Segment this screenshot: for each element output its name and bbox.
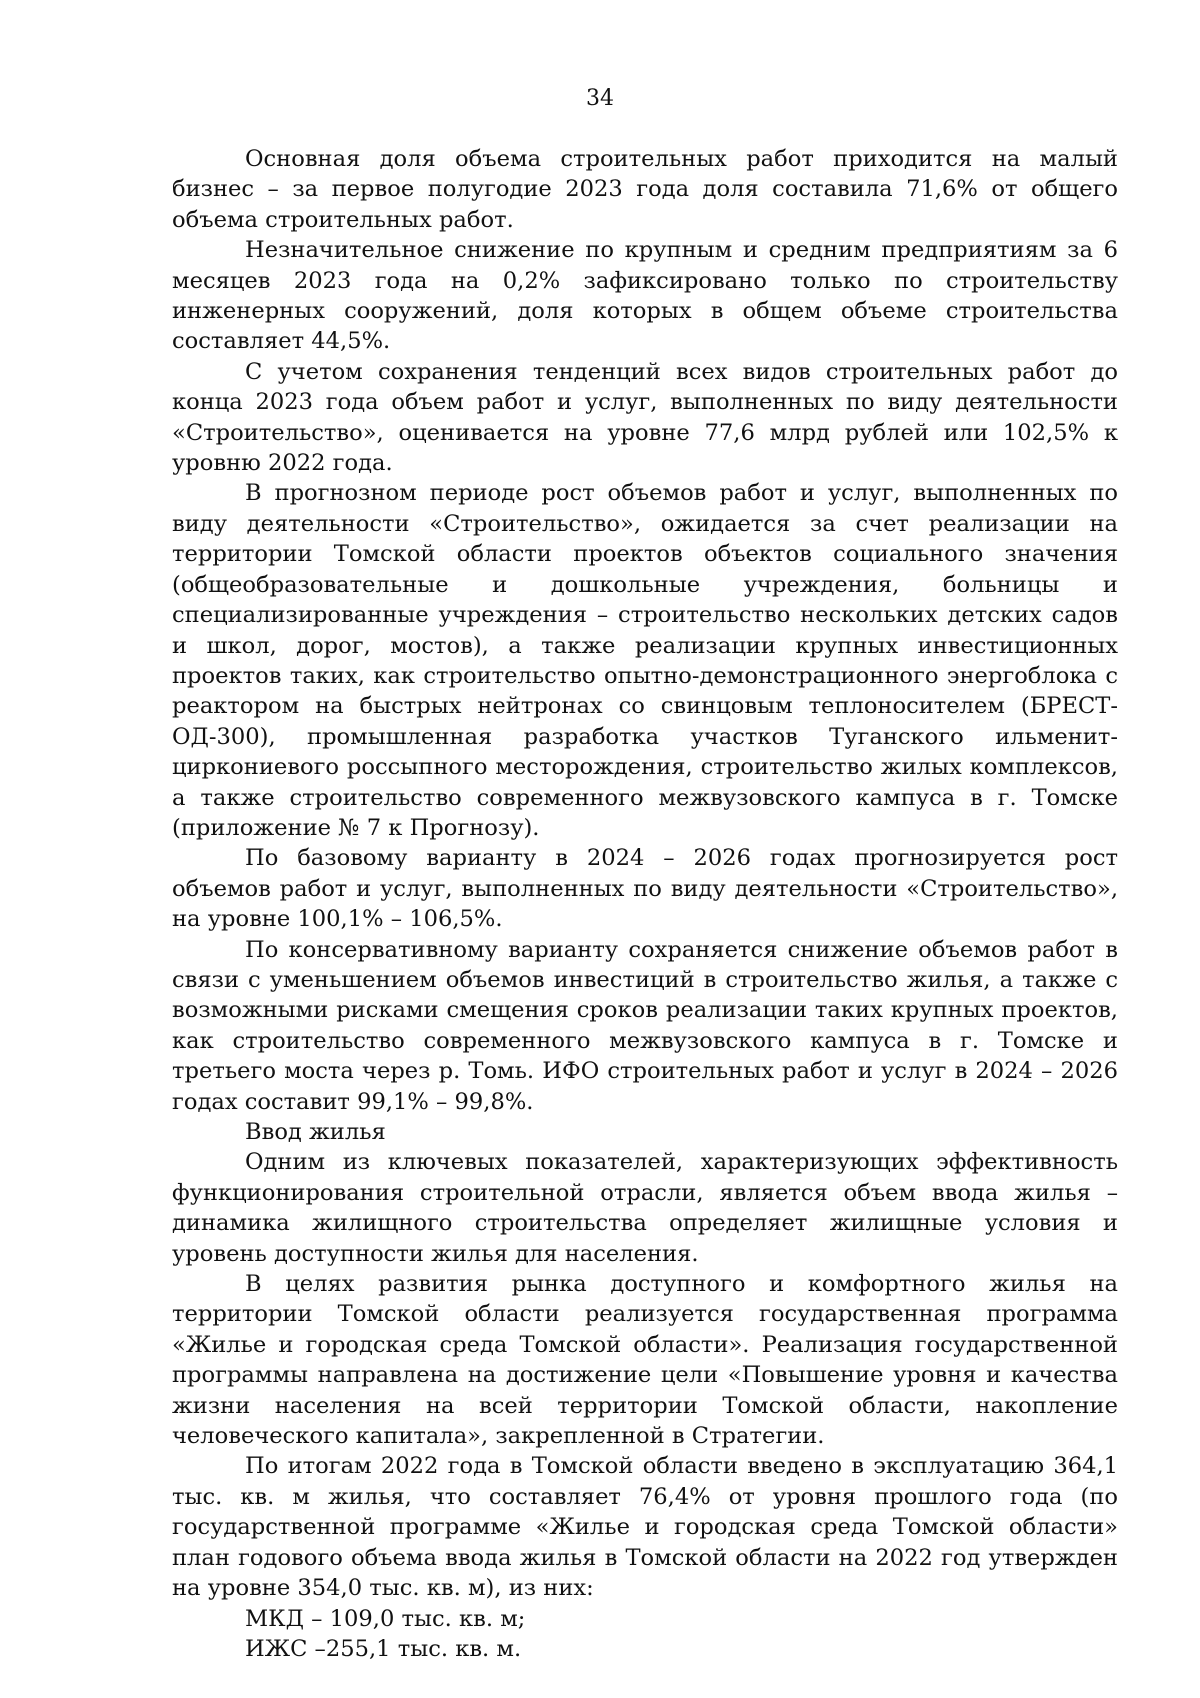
paragraph-state-program: В целях развития рынка доступного и комфортного жилья на территории Томской области реализуется государственная программа «Жилье и городская среда Томской области». Реализация государственной программы направлена на достижение цели «Повышение уровня и качества жизни населения на всей территории Томской области, накопление человеческого капитала», закрепленной в Стратегии. [172,1271,1118,1450]
paragraph-2022-results: По итогам 2022 года в Томской области введено в эксплуатацию 364,1 тыс. кв. м жилья, что составляет 76,4% от уровня прошлого года (по государственной программе «Жилье и городская среда Томской области» план годового объема ввода жилья в Томской области на 2022 год утвержден на уровне 354,0 тыс. кв. м), из них: [172,1453,1118,1602]
paragraph-base-scenario: По базовому варианту в 2024 – 2026 годах прогнозируется рост объемов работ и услуг, выполненных по виду деятельности «Строительство», на уровне 100,1% – 106,5%. [172,845,1118,933]
paragraph-engineering-structures: Незначительное снижение по крупным и средним предприятиям за 6 месяцев 2023 года на 0,2% зафиксировано только по строительству инженерных сооружений, доля которых в общем объеме строительства составляет 44,5%. [172,237,1118,355]
document-body [172,144,1118,1664]
list-item-izhs: ИЖС –255,1 тыс. кв. м. [245,1635,522,1662]
section-heading-housing: Ввод жилья [245,1119,386,1145]
paragraph-conservative-scenario: По консервативному варианту сохраняется снижение объемов работ в связи с уменьшением объемов инвестиций в строительство жилья, а также с возможными рисками смещения сроков реализации таких крупных проектов, как строительство современного межвузовского кампуса в г. Томске и третьего моста через р. Томь. ИФО строительных работ и услуг в 2024 – 2026 годах составит 99,1% – 99,8%. [172,936,1118,1115]
paragraph-forecast-growth-drivers: В прогнозном периоде рост объемов работ и услуг, выполненных по виду деятельности «Строительство», ожидается за счет реализации на территории Томской области проектов объектов социального значения (общеобразовательные и дошкольные учреждения, больницы и специализированные учреждения – строительство нескольких детских садов и школ, дорог, мостов), а также реализации крупных инвестиционных проектов таких, как строительство опытно-демонстрационного энергоблока с реактором на быстрых нейтронах со свинцовым теплоносителем (БРЕСТ-ОД-300), промышленная разработка участков Туганского ильменит-циркониевого россыпного месторождения, строительство жилых комплексов, а также строительство современного межвузовского кампуса в г. Томске (приложение № 7 к Прогнозу). [172,480,1118,841]
paragraph-small-business-share: Основная доля объема строительных работ приходится на малый бизнес – за первое полугодие 2023 года доля составила 71,6% от общего объема строительных работ. [172,146,1118,233]
list-item-mkd: МКД – 109,0 тыс. кв. м; [245,1605,526,1632]
paragraph-construction-estimate: С учетом сохранения тенденций всех видов строительных работ до конца 2023 года объем работ и услуг, выполненных по виду деятельности «Строительство», оценивается на уровне 77,6 млрд рублей или 102,5% к уровню 2022 года. [172,358,1118,477]
page-number: 34 [586,86,614,111]
paragraph-housing-indicator: Одним из ключевых показателей, характеризующих эффективность функционирования строительной отрасли, является объем ввода жилья – динамика жилищного строительства определяет жилищные условия и уровень доступности жилья для населения. [172,1149,1118,1267]
